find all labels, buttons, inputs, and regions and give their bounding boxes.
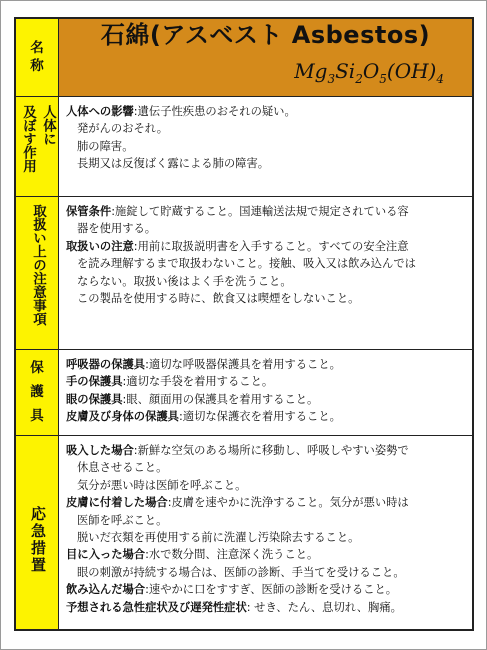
handling-note-label: 取扱いの注意	[66, 239, 134, 253]
handling-note-text: :用前に取扱説明書を入手すること。すべての安全注意	[133, 239, 409, 253]
emergency-inhale	[66, 442, 466, 459]
emergency-skin	[66, 494, 466, 511]
header-name	[16, 19, 59, 97]
emergency-inhale-cont-1: 休息させること。	[77, 461, 168, 475]
inhale-text: :新鮮な空気のある場所に移動し、呼吸しやすい姿勢で	[133, 444, 409, 457]
substance-title: 石綿(アスベスト Asbestos)	[100, 21, 431, 49]
handling-storage-line	[66, 203, 466, 220]
protection-hand	[66, 373, 466, 390]
emergency-swallow	[66, 581, 466, 598]
eye-contact-text: :水で数分間、注意深く洗うこと。	[145, 548, 319, 562]
emergency-skin-cont-2: 脱いだ衣類を再使用する前に洗濯し汚染除去すること。	[77, 531, 360, 545]
storage-label: 保管条件	[66, 205, 112, 218]
formula-part: Mg	[294, 59, 328, 83]
emergency-symptoms	[66, 599, 466, 616]
emergency-inhale-cont-2: 気分が悪い時は医師を呼ぶこと。	[77, 478, 247, 492]
header-protection-char-3: 具	[30, 408, 44, 424]
effects-cell	[59, 97, 472, 197]
header-effects-col-2: 及ぼす作用	[20, 105, 36, 173]
title-cell	[59, 19, 472, 97]
emergency-eye-cont: 眼の刺激が持続する場合は、医師の診断、手当てを受けること。	[77, 565, 405, 579]
emergency-skin-cont-1: 医師を呼ぶこと。	[77, 513, 168, 527]
effects-line-4: 長期又は反復ばく露による肺の障害。	[77, 157, 270, 171]
effects-label: 人体への影響	[66, 105, 134, 118]
handling-note-cont-1: を読み理解するまで取扱わないこと。接触、吸入又は飲み込んでは	[77, 257, 416, 271]
header-name-char-2: 称	[30, 58, 44, 74]
protection-skin	[66, 408, 466, 425]
swallow-text: :速やかに口をすすぎ、医師の診断を受けること。	[145, 583, 398, 597]
symptoms-label: 予想される急性症状及び遅発性症状	[66, 600, 247, 614]
handling-note-cont-2: ならない。取扱い後はよく手を洗うこと。	[77, 274, 292, 288]
hand-label: 手の保護具	[66, 375, 123, 389]
formula-subscript: 3	[327, 72, 336, 86]
header-emergency	[16, 436, 59, 629]
emergency-eye	[66, 546, 466, 563]
header-handling-text: 取扱い上の注意事項	[30, 204, 46, 326]
header-protection	[16, 350, 59, 436]
effects-line-2: 発がんのおそれ。	[77, 122, 169, 136]
respiratory-text: :適切な呼吸器保護具を着用すること。	[145, 358, 341, 371]
formula-subscript: 2	[355, 72, 363, 86]
chemical-formula	[294, 59, 444, 88]
header-emergency-text: 応急措置	[29, 506, 47, 574]
handling-cell	[59, 197, 472, 350]
header-name-char-1: 名	[30, 40, 44, 56]
respiratory-label: 呼吸器の保護具	[66, 358, 146, 371]
handling-note-cont-3: この製品を使用する時に、飲食又は喫煙をしないこと。	[77, 292, 360, 306]
effects-line-1	[66, 103, 466, 120]
eye-contact-label: 目に入った場合	[66, 548, 146, 562]
info-table	[14, 17, 474, 631]
handling-note-line	[66, 238, 466, 255]
inhale-label: 吸入した場合	[66, 444, 134, 457]
header-handling	[16, 197, 59, 350]
header-effects	[16, 97, 59, 197]
header-protection-char-2: 護	[30, 384, 44, 400]
eye-label: 眼の保護具	[66, 392, 123, 406]
skin-contact-label: 皮膚に付着した場合	[66, 496, 168, 510]
formula-part: (OH)	[386, 59, 437, 83]
effects-text: 遺伝子性疾患のおそれの疑い。	[137, 105, 296, 118]
formula-part: O	[362, 59, 380, 83]
storage-text: :施錠して貯蔵すること。国連輸送法規で規定されている容	[111, 205, 409, 218]
skin-label: 皮膚及び身体の保護具	[66, 410, 179, 424]
handling-storage-cont: 器を使用する。	[77, 222, 157, 236]
header-effects-col-1: 人体に	[40, 105, 56, 146]
eye-text: :眼、顔面用の保護具を着用すること。	[122, 392, 319, 406]
swallow-label: 飲み込んだ場合	[66, 583, 146, 597]
skin-contact-text: :皮膚を速やかに洗浄すること。気分が悪い時は	[167, 496, 409, 510]
formula-part: Si	[335, 59, 356, 83]
emergency-cell	[59, 436, 472, 629]
formula-subscript: 4	[436, 72, 444, 86]
effects-line-3: 肺の障害。	[77, 139, 134, 153]
header-protection-char-1: 保	[30, 360, 44, 376]
formula-subscript: 5	[379, 72, 387, 86]
protection-cell	[59, 350, 472, 436]
protection-respiratory	[66, 356, 466, 373]
hand-text: :適切な手袋を着用すること。	[122, 375, 274, 389]
effects-separator: :	[133, 105, 138, 118]
protection-eye	[66, 391, 466, 408]
symptoms-text: : せき、たん、息切れ、胸痛。	[246, 600, 402, 614]
skin-text: :適切な保護衣を着用すること。	[178, 410, 341, 424]
